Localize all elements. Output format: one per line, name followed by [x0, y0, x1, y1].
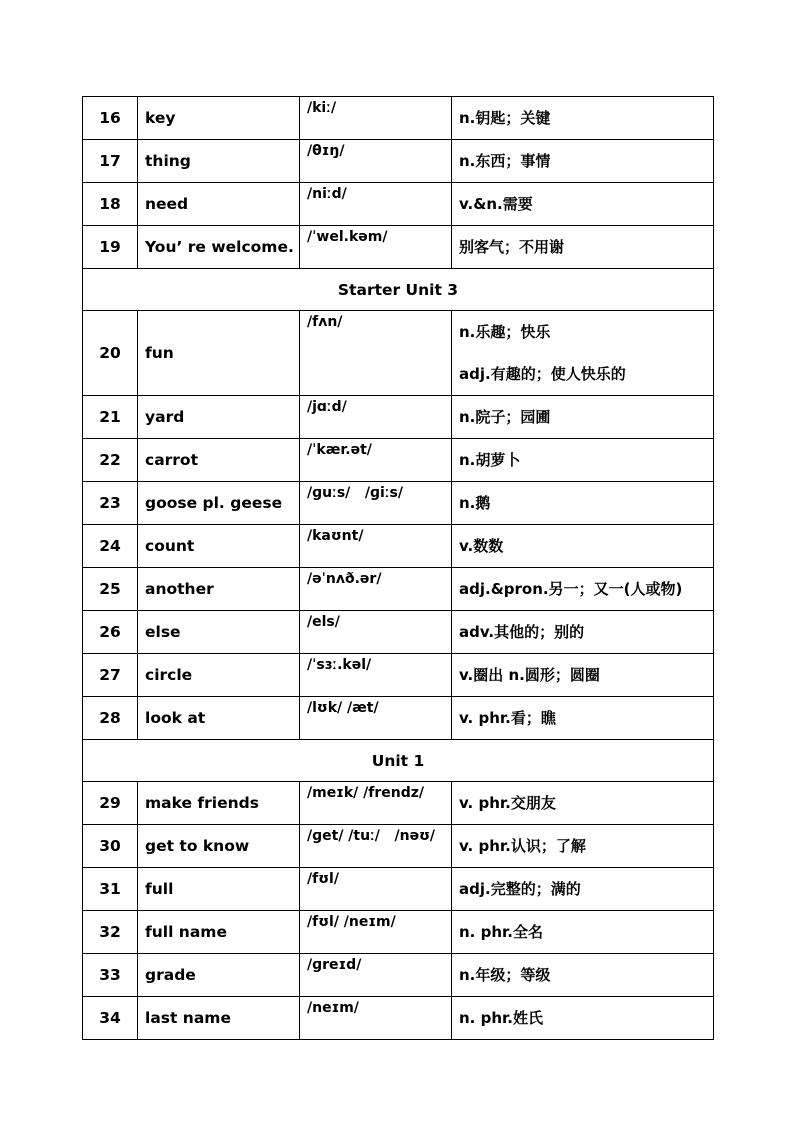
entry-phonetic: /niːd/ — [300, 183, 452, 226]
entry-meaning — [452, 611, 714, 654]
entry-number: 16 — [83, 97, 138, 140]
entry-meaning — [452, 226, 714, 269]
meaning-line: n.胡萝卜 — [459, 451, 521, 469]
vocab-row — [83, 611, 714, 654]
entry-number: 19 — [83, 226, 138, 269]
entry-word: goose pl. geese — [138, 482, 300, 525]
entry-word: full name — [138, 911, 300, 954]
meaning-line: n.鹅 — [459, 494, 491, 512]
entry-meaning — [452, 782, 714, 825]
entry-phonetic: /ɡet/ /tuː/ /nəʊ/ — [300, 825, 452, 868]
entry-word: circle — [138, 654, 300, 697]
vocab-row — [83, 697, 714, 740]
entry-phonetic: /fʊl/ — [300, 868, 452, 911]
entry-word: need — [138, 183, 300, 226]
entry-meaning — [452, 868, 714, 911]
vocab-row — [83, 997, 714, 1040]
meaning-line: n. phr.全名 — [459, 923, 543, 941]
vocab-row — [83, 825, 714, 868]
entry-phonetic: /lʊk/ /æt/ — [300, 697, 452, 740]
entry-meaning — [452, 697, 714, 740]
entry-meaning — [452, 439, 714, 482]
entry-number: 17 — [83, 140, 138, 183]
meaning-line: adj.&pron.另一；又一(人或物) — [459, 580, 683, 598]
section-title: Starter Unit 3 — [83, 269, 714, 311]
entry-phonetic: /θɪŋ/ — [300, 140, 452, 183]
vocab-row — [83, 654, 714, 697]
entry-meaning — [452, 954, 714, 997]
meaning-line: v.&n.需要 — [459, 195, 533, 213]
entry-meaning — [452, 825, 714, 868]
vocab-row — [83, 226, 714, 269]
entry-meaning — [452, 482, 714, 525]
meaning-line: v. phr.看；瞧 — [459, 709, 556, 727]
vocab-row — [83, 396, 714, 439]
entry-meaning — [452, 183, 714, 226]
vocab-row — [83, 439, 714, 482]
entry-word: You’ re welcome. — [138, 226, 300, 269]
entry-phonetic: /ɡreɪd/ — [300, 954, 452, 997]
meaning-line: n.东西；事情 — [459, 152, 551, 170]
entry-word: make friends — [138, 782, 300, 825]
vocab-row — [83, 868, 714, 911]
vocab-row — [83, 482, 714, 525]
entry-meaning — [452, 311, 714, 396]
entry-meaning — [452, 911, 714, 954]
entry-meaning — [452, 654, 714, 697]
entry-number: 24 — [83, 525, 138, 568]
meaning-line: adj.完整的；满的 — [459, 880, 581, 898]
vocab-row — [83, 311, 714, 396]
vocab-row — [83, 782, 714, 825]
entry-number: 27 — [83, 654, 138, 697]
entry-phonetic: /ˈwel.kəm/ — [300, 226, 452, 269]
entry-phonetic: /ˈsɜː.kəl/ — [300, 654, 452, 697]
entry-word: last name — [138, 997, 300, 1040]
entry-meaning — [452, 140, 714, 183]
section-header-row — [83, 269, 714, 311]
meaning-line: v.圈出 n.圆形；圆圈 — [459, 666, 600, 684]
entry-word: yard — [138, 396, 300, 439]
section-title: Unit 1 — [83, 740, 714, 782]
section-header-row — [83, 740, 714, 782]
vocab-row — [83, 954, 714, 997]
entry-phonetic: /fʌn/ — [300, 311, 452, 396]
meaning-line: v. phr.交朋友 — [459, 794, 556, 812]
meaning-line: v. phr.认识；了解 — [459, 837, 586, 855]
entry-number: 31 — [83, 868, 138, 911]
vocab-row — [83, 525, 714, 568]
entry-number: 32 — [83, 911, 138, 954]
entry-number: 20 — [83, 311, 138, 396]
vocab-row — [83, 911, 714, 954]
entry-meaning — [452, 997, 714, 1040]
meaning-line: adv.其他的；别的 — [459, 623, 585, 641]
entry-word: get to know — [138, 825, 300, 868]
vocab-row — [83, 140, 714, 183]
meaning-line: n.乐趣；快乐 — [459, 323, 551, 341]
entry-number: 21 — [83, 396, 138, 439]
entry-phonetic: /ˈkær.ət/ — [300, 439, 452, 482]
entry-number: 29 — [83, 782, 138, 825]
meaning-line: n.院子；园圃 — [459, 408, 551, 426]
entry-phonetic: /ɡuːs/ /ɡiːs/ — [300, 482, 452, 525]
entry-word: fun — [138, 311, 300, 396]
entry-phonetic: /meɪk/ /frendz/ — [300, 782, 452, 825]
entry-meaning — [452, 525, 714, 568]
entry-word: another — [138, 568, 300, 611]
entry-phonetic: /els/ — [300, 611, 452, 654]
entry-number: 30 — [83, 825, 138, 868]
entry-number: 18 — [83, 183, 138, 226]
vocabulary-table — [82, 96, 714, 1040]
entry-phonetic: /əˈnʌð.ər/ — [300, 568, 452, 611]
entry-number: 26 — [83, 611, 138, 654]
vocab-row — [83, 568, 714, 611]
meaning-line: n. phr.姓氏 — [459, 1009, 543, 1027]
entry-word: look at — [138, 697, 300, 740]
vocab-row — [83, 183, 714, 226]
meaning-line: n.年级；等级 — [459, 966, 551, 984]
meaning-line: adj.有趣的；使人快乐的 — [459, 365, 626, 383]
vocab-row — [83, 97, 714, 140]
entry-word: full — [138, 868, 300, 911]
entry-meaning — [452, 396, 714, 439]
entry-word: else — [138, 611, 300, 654]
entry-meaning — [452, 97, 714, 140]
entry-word: count — [138, 525, 300, 568]
entry-phonetic: /kaʊnt/ — [300, 525, 452, 568]
entry-meaning — [452, 568, 714, 611]
meaning-line: v.数数 — [459, 537, 504, 555]
entry-number: 25 — [83, 568, 138, 611]
entry-number: 23 — [83, 482, 138, 525]
meaning-line: 别客气；不用谢 — [459, 238, 565, 256]
entry-phonetic: /jɑːd/ — [300, 396, 452, 439]
meaning-line: n.钥匙；关键 — [459, 109, 551, 127]
entry-number: 33 — [83, 954, 138, 997]
entry-word: grade — [138, 954, 300, 997]
entry-number: 34 — [83, 997, 138, 1040]
entry-word: key — [138, 97, 300, 140]
entry-phonetic: /neɪm/ — [300, 997, 452, 1040]
vocabulary-table-body — [83, 97, 714, 1040]
entry-number: 22 — [83, 439, 138, 482]
entry-word: thing — [138, 140, 300, 183]
entry-phonetic: /fʊl/ /neɪm/ — [300, 911, 452, 954]
entry-word: carrot — [138, 439, 300, 482]
entry-number: 28 — [83, 697, 138, 740]
entry-phonetic: /kiː/ — [300, 97, 452, 140]
